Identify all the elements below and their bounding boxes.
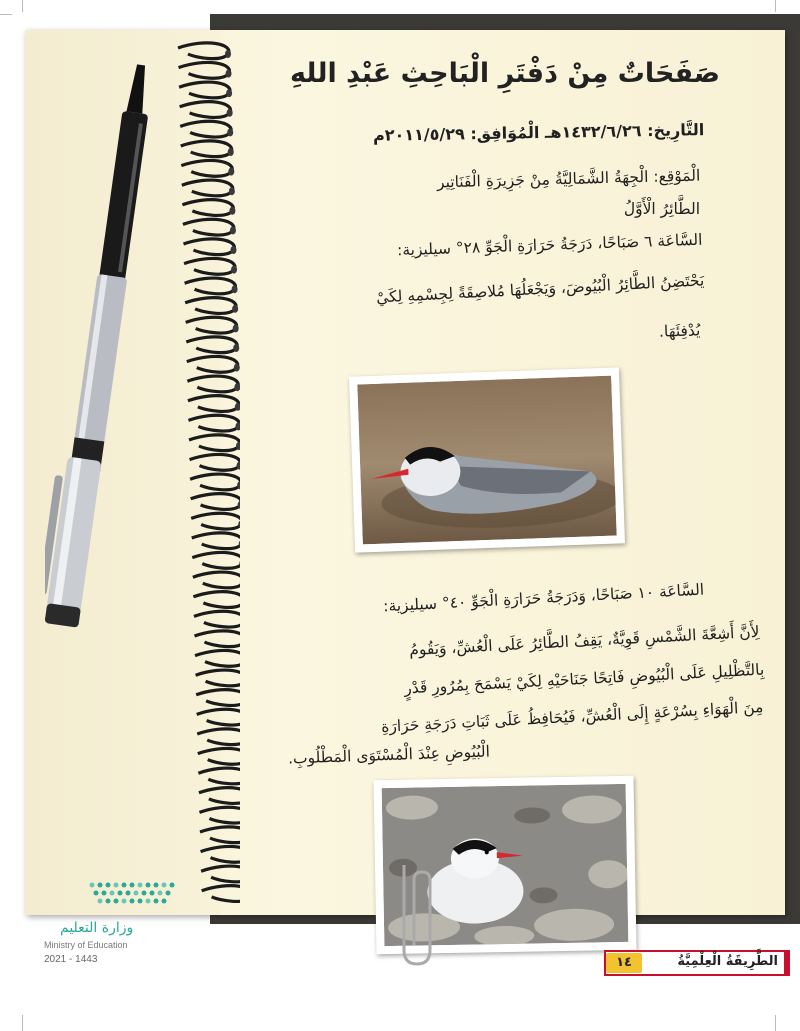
entry2-line: مِنَ الْهَوَاءِ بِسُرْعَةٍ إِلَى الْعُشِّ، فَيُحَافِظُ عَلَى ثَبَاتِ دَرَجَةِ حَرَارَةِ	[381, 698, 765, 736]
spiral-binding-icon	[160, 40, 240, 920]
spiral-coil	[184, 258, 235, 274]
edition-years: 2021 - 1443	[44, 954, 98, 965]
spiral-coil	[187, 376, 238, 392]
ministry-name-english: Ministry of Education	[44, 940, 128, 950]
bird-label: الطَّائِرُ الْأَوَّلُ	[623, 200, 700, 218]
spiral-coil	[188, 396, 239, 412]
entry1-line: يُدْفِئَهَا.	[658, 321, 701, 341]
spiral-hole	[231, 266, 237, 274]
spiral-coil	[197, 709, 240, 725]
spiral-coil	[181, 160, 232, 176]
spiral-coil	[189, 435, 240, 451]
spiral-coil	[196, 690, 240, 706]
location-line: الْمَوْقِع: الْجِهَةُ الشَّمَالِيَّةُ مِنْ جَزِيرَةِ الْفَنَاتِير	[436, 166, 701, 192]
spiral-coil	[198, 768, 240, 784]
entry2-heading: السَّاعَة ١٠ صَبَاحًا، وَدَرَجَةُ حَرَارَةِ الْجَوِّ ٤٠° سيليزية:	[382, 580, 705, 616]
spiral-hole	[228, 168, 234, 176]
spiral-coil	[198, 748, 240, 764]
spiral-coil	[191, 513, 240, 529]
spiral-coil	[180, 102, 231, 118]
spiral-coil	[199, 807, 240, 823]
spiral-coil	[186, 337, 237, 353]
spiral-coil	[190, 454, 240, 470]
spiral-coil	[197, 729, 240, 745]
spiral-coil	[178, 43, 229, 59]
section-title: الطَّرِيقَةُ الْعِلْمِيَّةُ	[677, 954, 778, 969]
spiral-hole	[226, 89, 232, 97]
spiral-coil	[196, 670, 240, 686]
spiral-coil	[182, 180, 233, 196]
page-number: ١٤	[616, 955, 632, 970]
spiral-coil	[185, 278, 236, 294]
page-title: صَفَحَاتٌ مِنْ دَفْتَرِ الْبَاحِثِ عَبْدِ اللهِ	[289, 58, 720, 89]
entry1-line: يَحْتَضِنُ الطَّائِرُ الْبُيُوضَ، وَيَجْعَلُهَا مُلاصِقَةً لِجِسْمِهِ لِكَيْ	[375, 271, 705, 307]
spiral-hole	[229, 187, 235, 195]
spiral-coil	[185, 298, 236, 314]
spiral-hole	[227, 109, 233, 117]
crop-mark	[22, 1015, 23, 1031]
paper-clip-icon	[392, 860, 442, 970]
spiral-hole	[232, 305, 238, 313]
spiral-coil	[182, 200, 233, 216]
spiral-coil	[179, 62, 230, 78]
spiral-coil	[195, 650, 240, 666]
spiral-coil	[181, 141, 232, 157]
spiral-coil	[194, 611, 240, 627]
spiral-coil	[188, 415, 239, 431]
entry2-line: الْبُيُوضِ عِنْدَ الْمُسْتَوَى الْمَطْلُوبِ.	[287, 742, 491, 768]
crop-mark	[775, 1015, 776, 1031]
spiral-coil	[199, 788, 240, 804]
crop-mark	[0, 14, 12, 15]
date-line: التَّارِيخ: ١٤٣٢/٦/٢٦هـ الْمُوَافِق: ٢٠١١/٥/٢٩م	[372, 120, 705, 145]
section-footer	[604, 950, 790, 976]
entry2-line: بِالتَّظْلِيلِ عَلَى الْبُيُوضِ فَاتِحًا جَنَاحَيْهِ لِكَيْ يَسْمَحَ بِمُرُورِ قَدْرٍ	[403, 660, 765, 698]
footer-red-edge	[784, 950, 790, 976]
spiral-hole	[231, 246, 237, 254]
spiral-coil	[179, 82, 230, 98]
spiral-hole	[234, 364, 240, 372]
spiral-coil	[190, 474, 240, 490]
spiral-coil	[195, 631, 241, 647]
spiral-hole	[233, 324, 239, 332]
crop-mark	[775, 0, 776, 12]
pen-icon	[45, 60, 155, 640]
spiral-hole	[233, 344, 239, 352]
spiral-hole	[230, 226, 236, 234]
spiral-coil	[186, 317, 237, 333]
entry1-heading: السَّاعَة ٦ صَبَاحًا، دَرَجَةُ حَرَارَةِ الْجَوِّ ٢٨° سيليزية:	[396, 230, 703, 260]
spiral-coil	[183, 219, 234, 235]
spiral-hole	[226, 70, 232, 78]
spiral-coil	[192, 552, 240, 568]
spiral-coil	[193, 572, 240, 588]
spiral-hole	[232, 285, 238, 293]
spiral-coil	[201, 846, 240, 862]
spiral-coil	[192, 533, 240, 549]
spiral-coil	[200, 827, 240, 843]
spiral-coil	[187, 356, 238, 372]
spiral-coil	[184, 239, 235, 255]
spiral-hole	[227, 128, 233, 136]
entry2-line: لِأَنَّ أَشِعَّةَ الشَّمْسِ قَوِيَّةٌ، يَقِفُ الطَّائِرُ عَلَى الْعُشِّ، وَيَقُومُ	[409, 622, 761, 660]
ministry-name-arabic: وزارة التعليم	[60, 920, 134, 936]
spiral-hole	[225, 50, 231, 58]
spiral-hole	[229, 207, 235, 215]
spiral-coil	[191, 494, 240, 510]
spiral-hole	[228, 148, 234, 156]
crop-mark	[22, 0, 23, 12]
spiral-coil	[193, 592, 240, 608]
tern-incubating-image	[357, 376, 616, 545]
spiral-coil	[180, 121, 231, 137]
tern-incubating-photo	[349, 367, 625, 552]
